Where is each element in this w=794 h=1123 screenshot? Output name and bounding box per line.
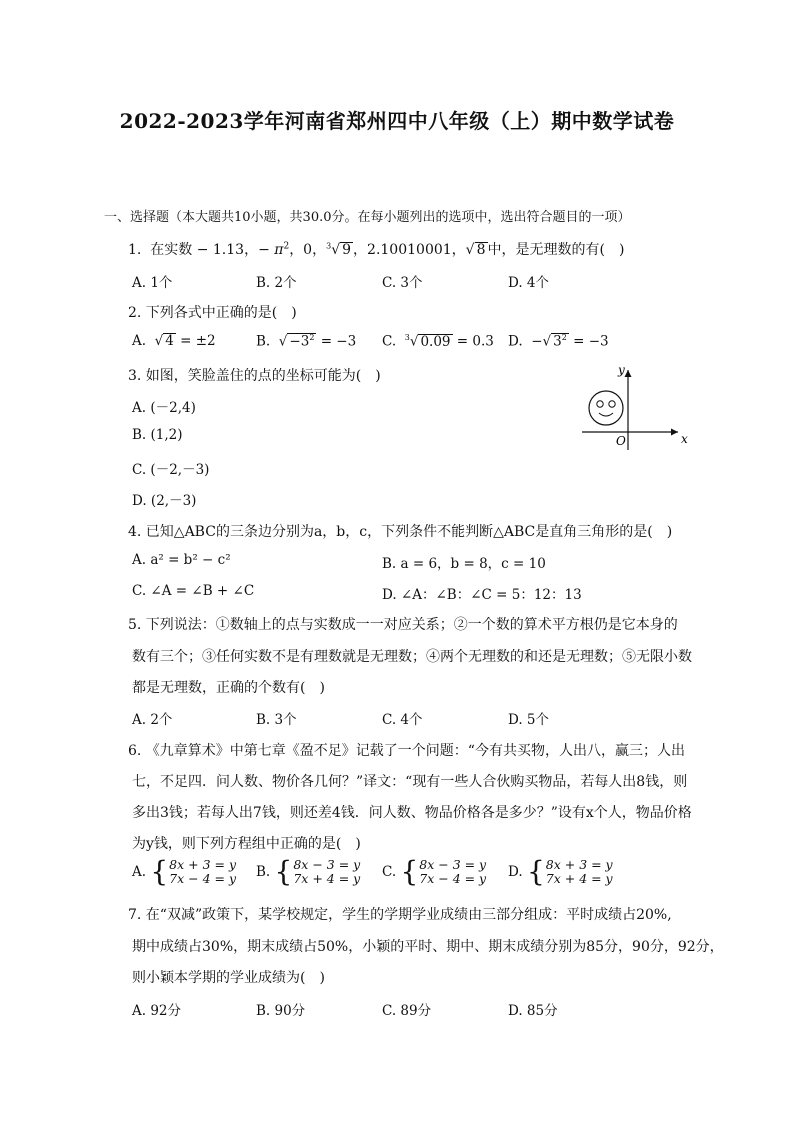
math-neg-1-13: − 1.13，− $\pi^2$ xyxy=(192,241,290,258)
q5-option-d[interactable]: D. 5个 xyxy=(508,712,550,728)
q4-option-b[interactable]: B. a = 6，b = 8，c = 10 xyxy=(382,556,546,572)
question-1: 1. 在实数 − 1.13，− $\pi^2$，0，$^3$√ 9 ，2.10010001，√ 8 中，是无理数的有( ) xyxy=(128,241,625,258)
q6-option-d[interactable]: D. {8x + 3 = y 7x + 4 = y xyxy=(508,855,613,888)
q5-option-a[interactable]: A. 2个 xyxy=(132,712,173,728)
question-2: 2. 下列各式中正确的是( ) xyxy=(128,305,297,321)
q3-option-d[interactable]: D. (2,－3) xyxy=(132,493,197,509)
q6-option-b[interactable]: B. {8x − 3 = y 7x + 4 = y xyxy=(256,855,361,888)
q3-option-a[interactable]: A. (－2,4) xyxy=(132,400,196,416)
x-axis-label: x xyxy=(681,432,688,446)
q6-option-c[interactable]: C. {8x − 3 = y 7x − 4 = y xyxy=(382,855,487,888)
q2-option-b[interactable]: B. √ $-3^2 = -3$ xyxy=(256,333,357,350)
smiley-coordinate-figure xyxy=(578,362,698,458)
q7-option-b[interactable]: B. 90分 xyxy=(256,1003,306,1019)
origin-label: O xyxy=(616,434,626,448)
section-heading: 一、选择题（本大题共10小题，共30.0分。在每小题列出的选项中，选出符合题目的一项） xyxy=(104,210,631,225)
q3-option-c[interactable]: C. (－2,－3) xyxy=(132,462,210,478)
question-5-line-3: 都是无理数，正确的个数有( ) xyxy=(132,680,325,696)
q4-option-c[interactable]: C. ∠A = ∠B + ∠C xyxy=(132,583,255,599)
q1-option-b[interactable]: B. 2个 xyxy=(256,275,297,291)
q7-option-d[interactable]: D. 85分 xyxy=(508,1003,558,1019)
question-7-line-2: 期中成绩占30%，期末成绩占50%，小颖的平时、期中、期末成绩分别为85分，90分，92分， xyxy=(132,939,724,955)
question-7-line-3: 则小颖本学期的学业成绩为( ) xyxy=(132,970,325,986)
question-4: 4. 已知△ABC的三条边分别为a，b，c，下列条件不能判断△ABC是直角三角形的是( ) xyxy=(128,524,673,540)
page-title: 2022-2023学年河南省郑州四中八年级（上）期中数学试卷 xyxy=(119,109,675,133)
q6-option-a[interactable]: A. {8x + 3 = y 7x − 4 = y xyxy=(132,855,237,888)
question-6-line-2: 七，不足四．问人数、物价各几何？”译文：“现有一些人合伙购买物品，若每人出8钱，则 xyxy=(132,774,688,790)
q7-option-a[interactable]: A. 92分 xyxy=(132,1003,182,1019)
q1-option-a[interactable]: A. 1个 xyxy=(132,275,173,291)
q1-option-d[interactable]: D. 4个 xyxy=(508,275,550,291)
q5-option-b[interactable]: B. 3个 xyxy=(256,712,297,728)
math-cbrt-9: $^3$√ 9 xyxy=(326,241,352,258)
question-5-line-2: 数有三个；③任何实数不是有理数就是无理数；④两个无理数的和还是无理数；⑤无限小数 xyxy=(132,649,692,665)
q7-option-c[interactable]: C. 89分 xyxy=(382,1003,432,1019)
q2-option-c[interactable]: C. $^3$√ 0.09 = 0.3 xyxy=(382,333,494,350)
question-6-line-3: 多出3钱；若每人出7钱，则还差4钱．问人数、物品价格各是多少？”设有x个人，物品价格 xyxy=(132,805,692,821)
question-6-line-1: 6. 《九章算术》中第七章《盈不足》记载了一个问题：“今有共买物，人出八，赢三；人出 xyxy=(128,743,685,759)
y-axis-label: y xyxy=(618,363,625,377)
question-7-line-1: 7. 在“双减”政策下，某学校规定，学生的学期学业成绩由三部分组成：平时成绩占20%, xyxy=(128,907,672,923)
q4-option-d[interactable]: D. ∠A：∠B：∠C = 5：12：13 xyxy=(382,587,582,603)
question-3: 3. 如图，笑脸盖住的点的坐标可能为( ) xyxy=(128,368,381,384)
q2-option-a[interactable]: A. √ 4 = ±2 xyxy=(132,333,216,349)
q4-option-a[interactable]: A. a² = b² − c² xyxy=(132,552,231,568)
q5-option-c[interactable]: C. 4个 xyxy=(382,712,423,728)
smiley-face-icon xyxy=(589,391,623,425)
q1-option-c[interactable]: C. 3个 xyxy=(382,275,423,291)
math-sqrt-8: √ 8 xyxy=(465,242,486,258)
q3-option-b[interactable]: B. (1,2) xyxy=(132,427,183,443)
q2-option-d[interactable]: D. −√ $3^2 = -3$ xyxy=(508,333,609,350)
question-5-line-1: 5. 下列说法：①数轴上的点与实数成一一对应关系；②一个数的算术平方根仍是它本身的 xyxy=(128,617,678,633)
question-6-line-4: 为y钱，则下列方程组中正确的是( ) xyxy=(132,836,361,852)
